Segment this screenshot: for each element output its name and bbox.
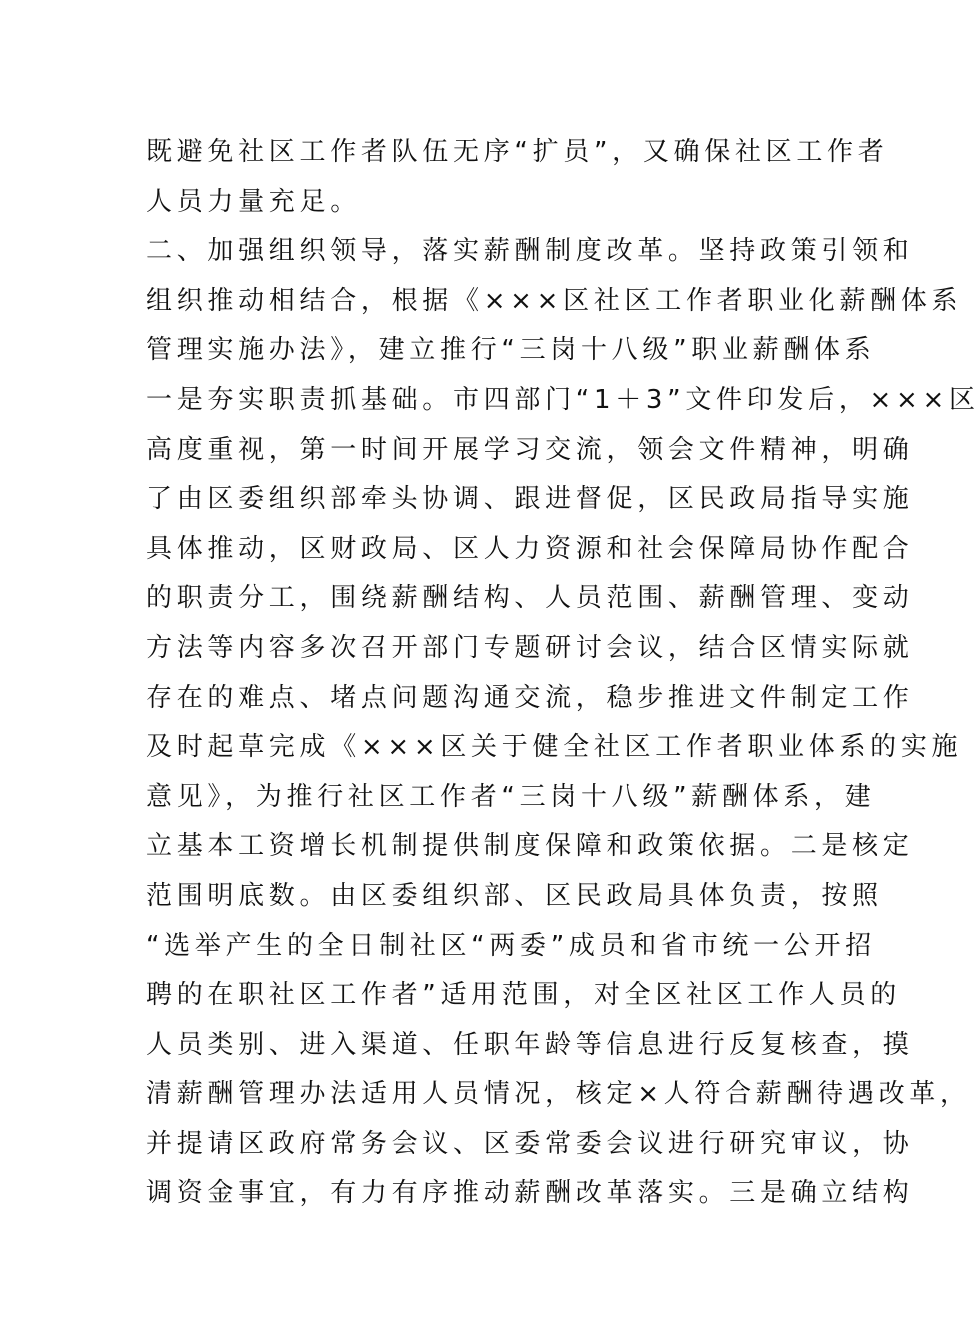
text-line: 一是夯实职责抓基础。市四部门“1＋3”文件印发后，×××区 bbox=[146, 384, 980, 415]
text-line: 及时起草完成《×××区关于健全社区工作者职业体系的实施 bbox=[146, 732, 963, 763]
text-line: 了由区委组织部牵头协调、跟进督促，区民政局指导实施 bbox=[146, 484, 914, 515]
text-line: 立基本工资增长机制提供制度保障和政策依据。二是核定 bbox=[146, 831, 914, 862]
text-line: 的职责分工，围绕薪酬结构、人员范围、薪酬管理、变动 bbox=[146, 583, 914, 614]
text-line: 二、加强组织领导，落实薪酬制度改革。坚持政策引领和 bbox=[146, 236, 914, 267]
text-line: 清薪酬管理办法适用人员情况，核定×人符合薪酬待遇改革， bbox=[146, 1079, 971, 1110]
text-line: 具体推动，区财政局、区人力资源和社会保障局协作配合 bbox=[146, 533, 914, 564]
text-line: 意见》，为推行社区工作者“三岗十八级”薪酬体系，建 bbox=[146, 781, 876, 812]
text-line: 范围明底数。由区委组织部、区民政局具体负责，按照 bbox=[146, 880, 883, 911]
text-line: 方法等内容多次召开部门专题研讨会议，结合区情实际就 bbox=[146, 632, 914, 663]
text-line: 既避免社区工作者队伍无序“扩员”，又确保社区工作者 bbox=[146, 137, 889, 167]
text-line: 人员类别、进入渠道、任职年龄等信息进行反复核查，摸 bbox=[146, 1029, 914, 1060]
text-line: 组织推动相结合，根据《×××区社区工作者职业化薪酬体系 bbox=[146, 285, 963, 316]
text-line: 存在的难点、堵点问题沟通交流，稳步推进文件制定工作 bbox=[146, 682, 914, 713]
text-line: 高度重视，第一时间开展学习交流，领会文件精神，明确 bbox=[146, 434, 914, 465]
text-line: 并提请区政府常务会议、区委常委会议进行研究审议，协 bbox=[146, 1128, 914, 1159]
text-line: “选举产生的全日制社区“两委”成员和省市统一公开招 bbox=[146, 930, 876, 961]
text-line: 调资金事宜，有力有序推动薪酬改革落实。三是确立结构 bbox=[146, 1178, 914, 1209]
text-line: 聘的在职社区工作者”适用范围，对全区社区工作人员的 bbox=[146, 980, 901, 1011]
document-body-text bbox=[146, 128, 980, 1219]
text-line: 人员力量充足。 bbox=[146, 186, 361, 217]
text-line: 管理实施办法》，建立推行“三岗十八级”职业薪酬体系 bbox=[146, 335, 876, 366]
